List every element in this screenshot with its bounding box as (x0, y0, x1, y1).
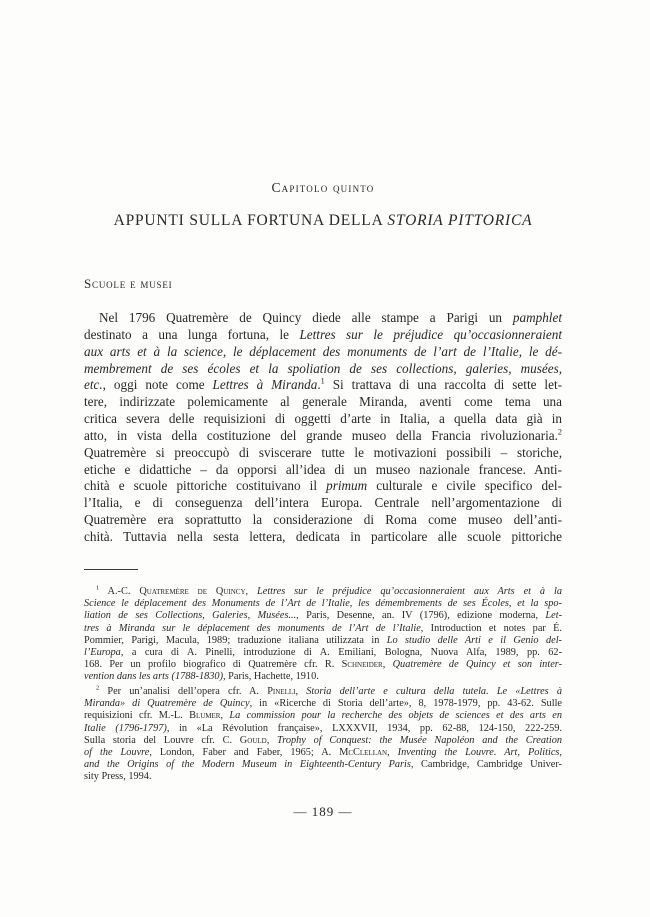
footnote-separator-rule (84, 569, 138, 570)
text-line (84, 698, 562, 710)
text-segment: , (245, 586, 258, 597)
text-segment: Pinelli (267, 686, 296, 697)
text-segment: chità e scuole pittoriche costituivano il (84, 478, 327, 494)
text-segment: , (266, 734, 278, 746)
text-line (84, 586, 562, 598)
text-segment: requisizioni cfr. M.-L. (84, 710, 190, 722)
text-segment: critica severa delle requisizioni di oggetti d’arte in Italia, a quella data già in (84, 411, 562, 427)
text-line (84, 394, 562, 411)
footnote-reference: 1 (96, 584, 100, 592)
text-line (84, 361, 562, 378)
text-segment: primum (326, 478, 368, 494)
text-line (84, 462, 562, 479)
body-paragraph (84, 310, 562, 546)
footnote-reference: 1 (320, 376, 325, 386)
text-line (84, 377, 562, 394)
text-segment: aux arts et à la science, le déplacement des monuments de l’art de l’Italie, le dé- (84, 343, 562, 359)
footnote-2 (84, 686, 562, 784)
text-segment: La commission pour la recherche des objets de sciences et des arts en (229, 710, 562, 722)
chapter-heading: Capitolo quinto (271, 180, 375, 195)
text-segment: Blumer (189, 710, 221, 722)
text-segment: A.-C. (99, 586, 140, 597)
text-line (84, 659, 562, 671)
text-line (84, 635, 562, 647)
text-segment: Lettres sur le préjudice qu’occasionneraient (299, 326, 562, 342)
text-segment: Science le déplacement des Monuments de l’Art de l’Italie, les démembrements de ses Écoles, et la spo- (84, 598, 562, 610)
text-segment: , a cura di A. Pinelli, introduzione di A. Emiliani, Bologna, Nuova Alfa, 1989, pp. 62- (120, 647, 562, 659)
text-segment: pamphlet (512, 310, 562, 325)
text-segment: membrement de ses écoles et la spoliation de ses collections, galeries, musées, (84, 360, 562, 376)
text-segment: , Paris, Desenne, an. IV (1796), edizione moderna, (296, 610, 546, 622)
text-segment: , (220, 710, 230, 722)
text-segment: , in «Ricerche di Storia dell’arte», 8, 1978-1979, pp. 43-62. Sulle (249, 698, 562, 710)
text-segment: Lettres à Miranda (212, 377, 318, 393)
text-line (84, 478, 562, 495)
text-segment: , in «La Révolution française», LXXXVII, 1934, pp. 62-88, 124-150, 222-259. (166, 722, 562, 734)
text-line (84, 598, 562, 610)
text-segment: vention dans les arts (1788-1830) (84, 671, 223, 683)
text-segment: , London, Faber and Faber, 1965; A. (149, 747, 340, 759)
footnote-reference: 2 (96, 684, 100, 692)
text-line (84, 623, 562, 635)
text-line (84, 647, 562, 659)
text-segment: Italie (1796-1797) (84, 722, 167, 734)
footnote-1 (84, 586, 562, 684)
text-segment: Si trattava di una raccolta di sette let- (324, 377, 562, 393)
text-segment: l’Italia, e di conseguenza dell’intera Europa. Centrale nell’argomentazione di (84, 495, 562, 511)
page-number: — 189 — (293, 804, 353, 819)
text-segment: , (382, 659, 393, 671)
text-segment: etiche e didattiche – da opporsi all’idea di un museo nazionale francese. Anti- (84, 461, 562, 477)
text-segment: tres à Miranda sur le déplacement des monuments de l’Art de l’Italie (84, 622, 421, 634)
text-line (84, 735, 562, 747)
text-segment: . (317, 377, 321, 393)
text-segment: , (387, 747, 398, 759)
text-segment: Trophy of Conquest: the Musée Napoléon and the Creation (277, 734, 562, 746)
text-segment: of the Louvre (84, 747, 150, 759)
text-segment: Storia dell’arte e cultura della tutela. Le «Lettres à (306, 686, 562, 697)
text-segment: STORIA PITTORICA (387, 212, 533, 229)
text-segment: liation de ses Collections, Galeries, Musées... (84, 610, 297, 622)
text-segment: , Paris, Hachette, 1910. (223, 671, 319, 683)
text-segment: Schneider (341, 659, 383, 671)
text-segment: sity Press, 1994. (84, 771, 152, 783)
text-segment: 168. Per un profilo biografico di Quatremère cfr. R. (84, 659, 342, 671)
section-heading: Scuole e musei (84, 276, 173, 291)
text-segment: culturale e civile specifico del- (367, 478, 562, 494)
text-segment: , Introduction et notes par É. (420, 622, 562, 634)
text-segment: and the Origins of the Modern Museum in Eighteenth-Century Paris (84, 759, 411, 771)
text-segment: Lettres sur le préjudice qu’occasionneraient aux Arts et à la (257, 586, 562, 597)
text-line (84, 411, 562, 428)
text-line (84, 344, 562, 361)
text-line (84, 327, 562, 344)
text-segment: atto, in vista della costituzione del grande museo della Francia rivoluzionaria. (84, 427, 558, 443)
text-line (84, 310, 562, 327)
text-segment: Sulla storia del Louvre cfr. C. (84, 734, 240, 746)
text-segment: Miranda» di Quatremère de Quincy (84, 698, 250, 710)
text-segment: chità. Tuttavia nella sesta lettera, dedicata in particolare alle scuole pittoriche (84, 528, 562, 544)
text-segment: etc. (84, 377, 103, 393)
text-segment: l’Europa (84, 647, 121, 659)
text-segment: , (295, 686, 307, 697)
text-segment: Pommier, Parigi, Macula, 1989; traduzione italiana utilizzata in (84, 634, 387, 646)
text-segment: Quatremère si preoccupò di sviscerare tutte le motivazioni possibili – storiche, (84, 444, 562, 460)
text-line (84, 610, 562, 622)
text-line (84, 747, 562, 759)
text-segment: McClellan (339, 747, 388, 759)
text-segment: Nel 1796 Quatremère de Quincy diede alle stampe a Parigi un (99, 310, 513, 325)
text-line (84, 671, 562, 683)
text-segment: Lo studio delle Arti e il Genio del- (386, 634, 562, 646)
text-segment: Quatremère era soprattutto la considerazione di Roma come museo dell’anti- (84, 512, 562, 528)
text-segment: Quatremère de Quincy et son inter- (392, 659, 562, 671)
text-segment: , Cambridge, Cambridge Univer- (410, 759, 562, 771)
text-segment: Let- (545, 610, 562, 622)
text-line (84, 771, 562, 783)
text-line (84, 212, 562, 230)
text-segment: destinato a una lunga fortuna, le (84, 326, 300, 342)
text-line (84, 445, 562, 462)
text-segment: APPUNTI SULLA FORTUNA DELLA (113, 212, 388, 229)
text-line (84, 723, 562, 735)
text-line (84, 759, 562, 771)
text-line (84, 512, 562, 529)
text-line (84, 686, 562, 698)
text-line (84, 428, 562, 445)
text-segment: tere, indirizzate polemicamente al generale Miranda, aventi come tema una (84, 394, 562, 410)
text-segment: Quatremère de Quincy (139, 586, 246, 597)
text-line (84, 495, 562, 512)
text-line (84, 710, 562, 722)
footnote-reference: 2 (557, 427, 562, 437)
page-title (84, 212, 562, 230)
text-segment: Gould (239, 734, 267, 746)
text-line (84, 529, 562, 546)
text-segment: , oggi note come (102, 377, 213, 393)
text-segment: Inventing the Louvre. Art, Politics, (397, 747, 562, 759)
text-segment: Per un’analisi dell’opera cfr. A. (99, 686, 268, 697)
